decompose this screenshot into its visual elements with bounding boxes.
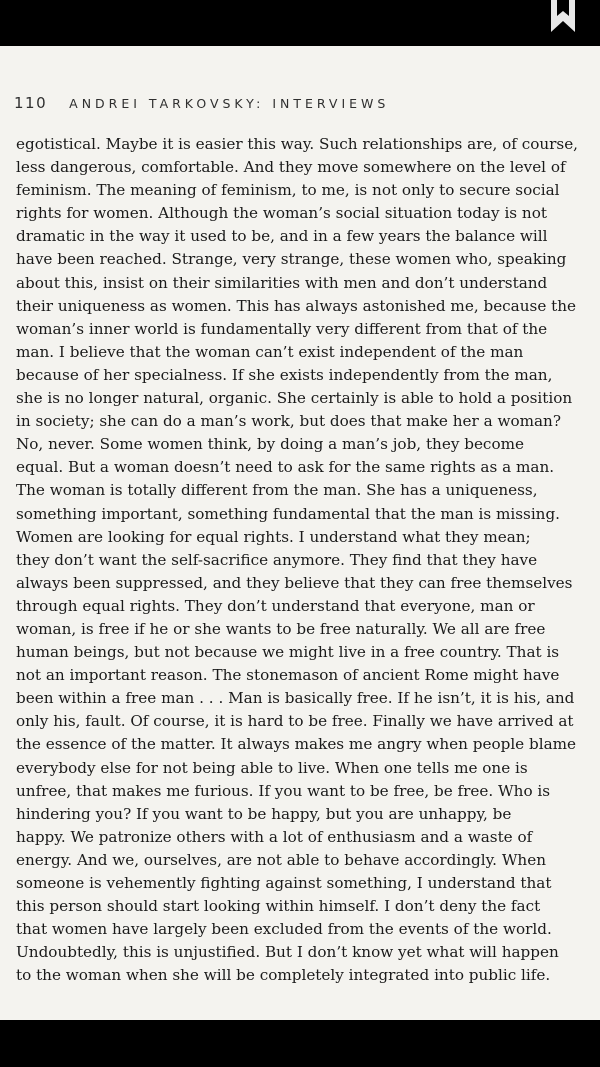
text-line: this person should start looking within himself. I don’t deny the fact [16,897,541,916]
text-line: have been reached. Strange, very strange, these women who, speaking [16,250,567,269]
text-line: human beings, but not because we might live in a free country. That is [16,643,560,662]
text-line: The woman is totally different from the man. She has a uniqueness, [16,481,538,500]
text-line: that women have largely been excluded from the events of the world. [16,920,552,939]
text-line: been within a free man . . . Man is basically free. If he isn’t, it is his, and [16,689,575,708]
text-line: dramatic in the way it used to be, and in a few years the balance will [16,227,548,246]
bottom-bar [0,1020,600,1067]
text-line: energy. And we, ourselves, are not able to behave accordingly. When [16,850,546,869]
text-line: Women are looking for equal rights. I understand what they mean; [16,527,531,546]
text-line: woman, is free if he or she wants to be free naturally. We all are free [16,619,546,638]
text-line: because of her specialness. If she exists independently from the man, [16,365,553,384]
text-line: something important, something fundamental that the man is missing. [16,504,561,523]
text-line: their uniqueness as women. This has always astonished me, because the [16,296,577,315]
text-line: hindering you? If you want to be happy, but you are unhappy, be [16,804,512,823]
text-line: less dangerous, comfortable. And they move somewhere on the level of [16,158,566,177]
text-line: not an important reason. The stonemason of ancient Rome might have [16,666,560,685]
text-line: everybody else for not being able to live. When one tells me one is [16,758,528,777]
text-line: they don’t want the self-sacrifice anymore. They find that they have [16,550,538,569]
text-line: feminism. The meaning of feminism, to me, is not only to secure social [16,181,560,200]
text-line: about this, insist on their similarities with men and don’t understand [16,273,548,292]
text-line: only his, fault. Of course, it is hard to be free. Finally we have arrived at [16,712,574,731]
text-line: the essence of the matter. It always makes me angry when people blame [16,735,577,754]
text-line: happy. We patronize others with a lot of enthusiasm and a waste of [16,827,533,846]
top-bar [0,0,600,46]
text-line: egotistical. Maybe it is easier this way. Such relationships are, of course, [16,135,579,153]
text-line: equal. But a woman doesn’t need to ask for the same rights as a man. [16,458,555,477]
text-line: she is no longer natural, organic. She certainly is able to hold a position [16,389,573,408]
text-line: always been suppressed, and they believe that they can free themselves [16,573,573,592]
book-title: ANDREI TARKOVSKY: INTERVIEWS [69,96,390,111]
text-line: man. I believe that the woman can’t exist independent of the man [16,342,524,361]
text-line: to the woman when she will be completely integrated into public life. [16,966,551,985]
bookmark-icon[interactable] [548,0,578,34]
text-line: woman’s inner world is fundamentally very different from that of the [16,319,548,338]
text-line: unfree, that makes me furious. If you want to be free, be free. Who is [16,781,551,800]
book-page [0,46,600,1020]
page-number: 110 [14,94,48,112]
body-text [16,133,588,987]
text-line: through equal rights. They don’t understand that everyone, man or [16,596,535,615]
text-line: in society; she can do a man’s work, but does that make her a woman? [16,412,561,431]
text-line: Undoubtedly, this is unjustified. But I don’t know yet what will happen [16,943,559,962]
text-line: rights for women. Although the woman’s social situation today is not [16,204,547,223]
text-line: No, never. Some women think, by doing a man’s job, they become [16,435,524,454]
running-head [14,94,389,116]
text-line: someone is vehemently fighting against something, I understand that [16,874,552,892]
